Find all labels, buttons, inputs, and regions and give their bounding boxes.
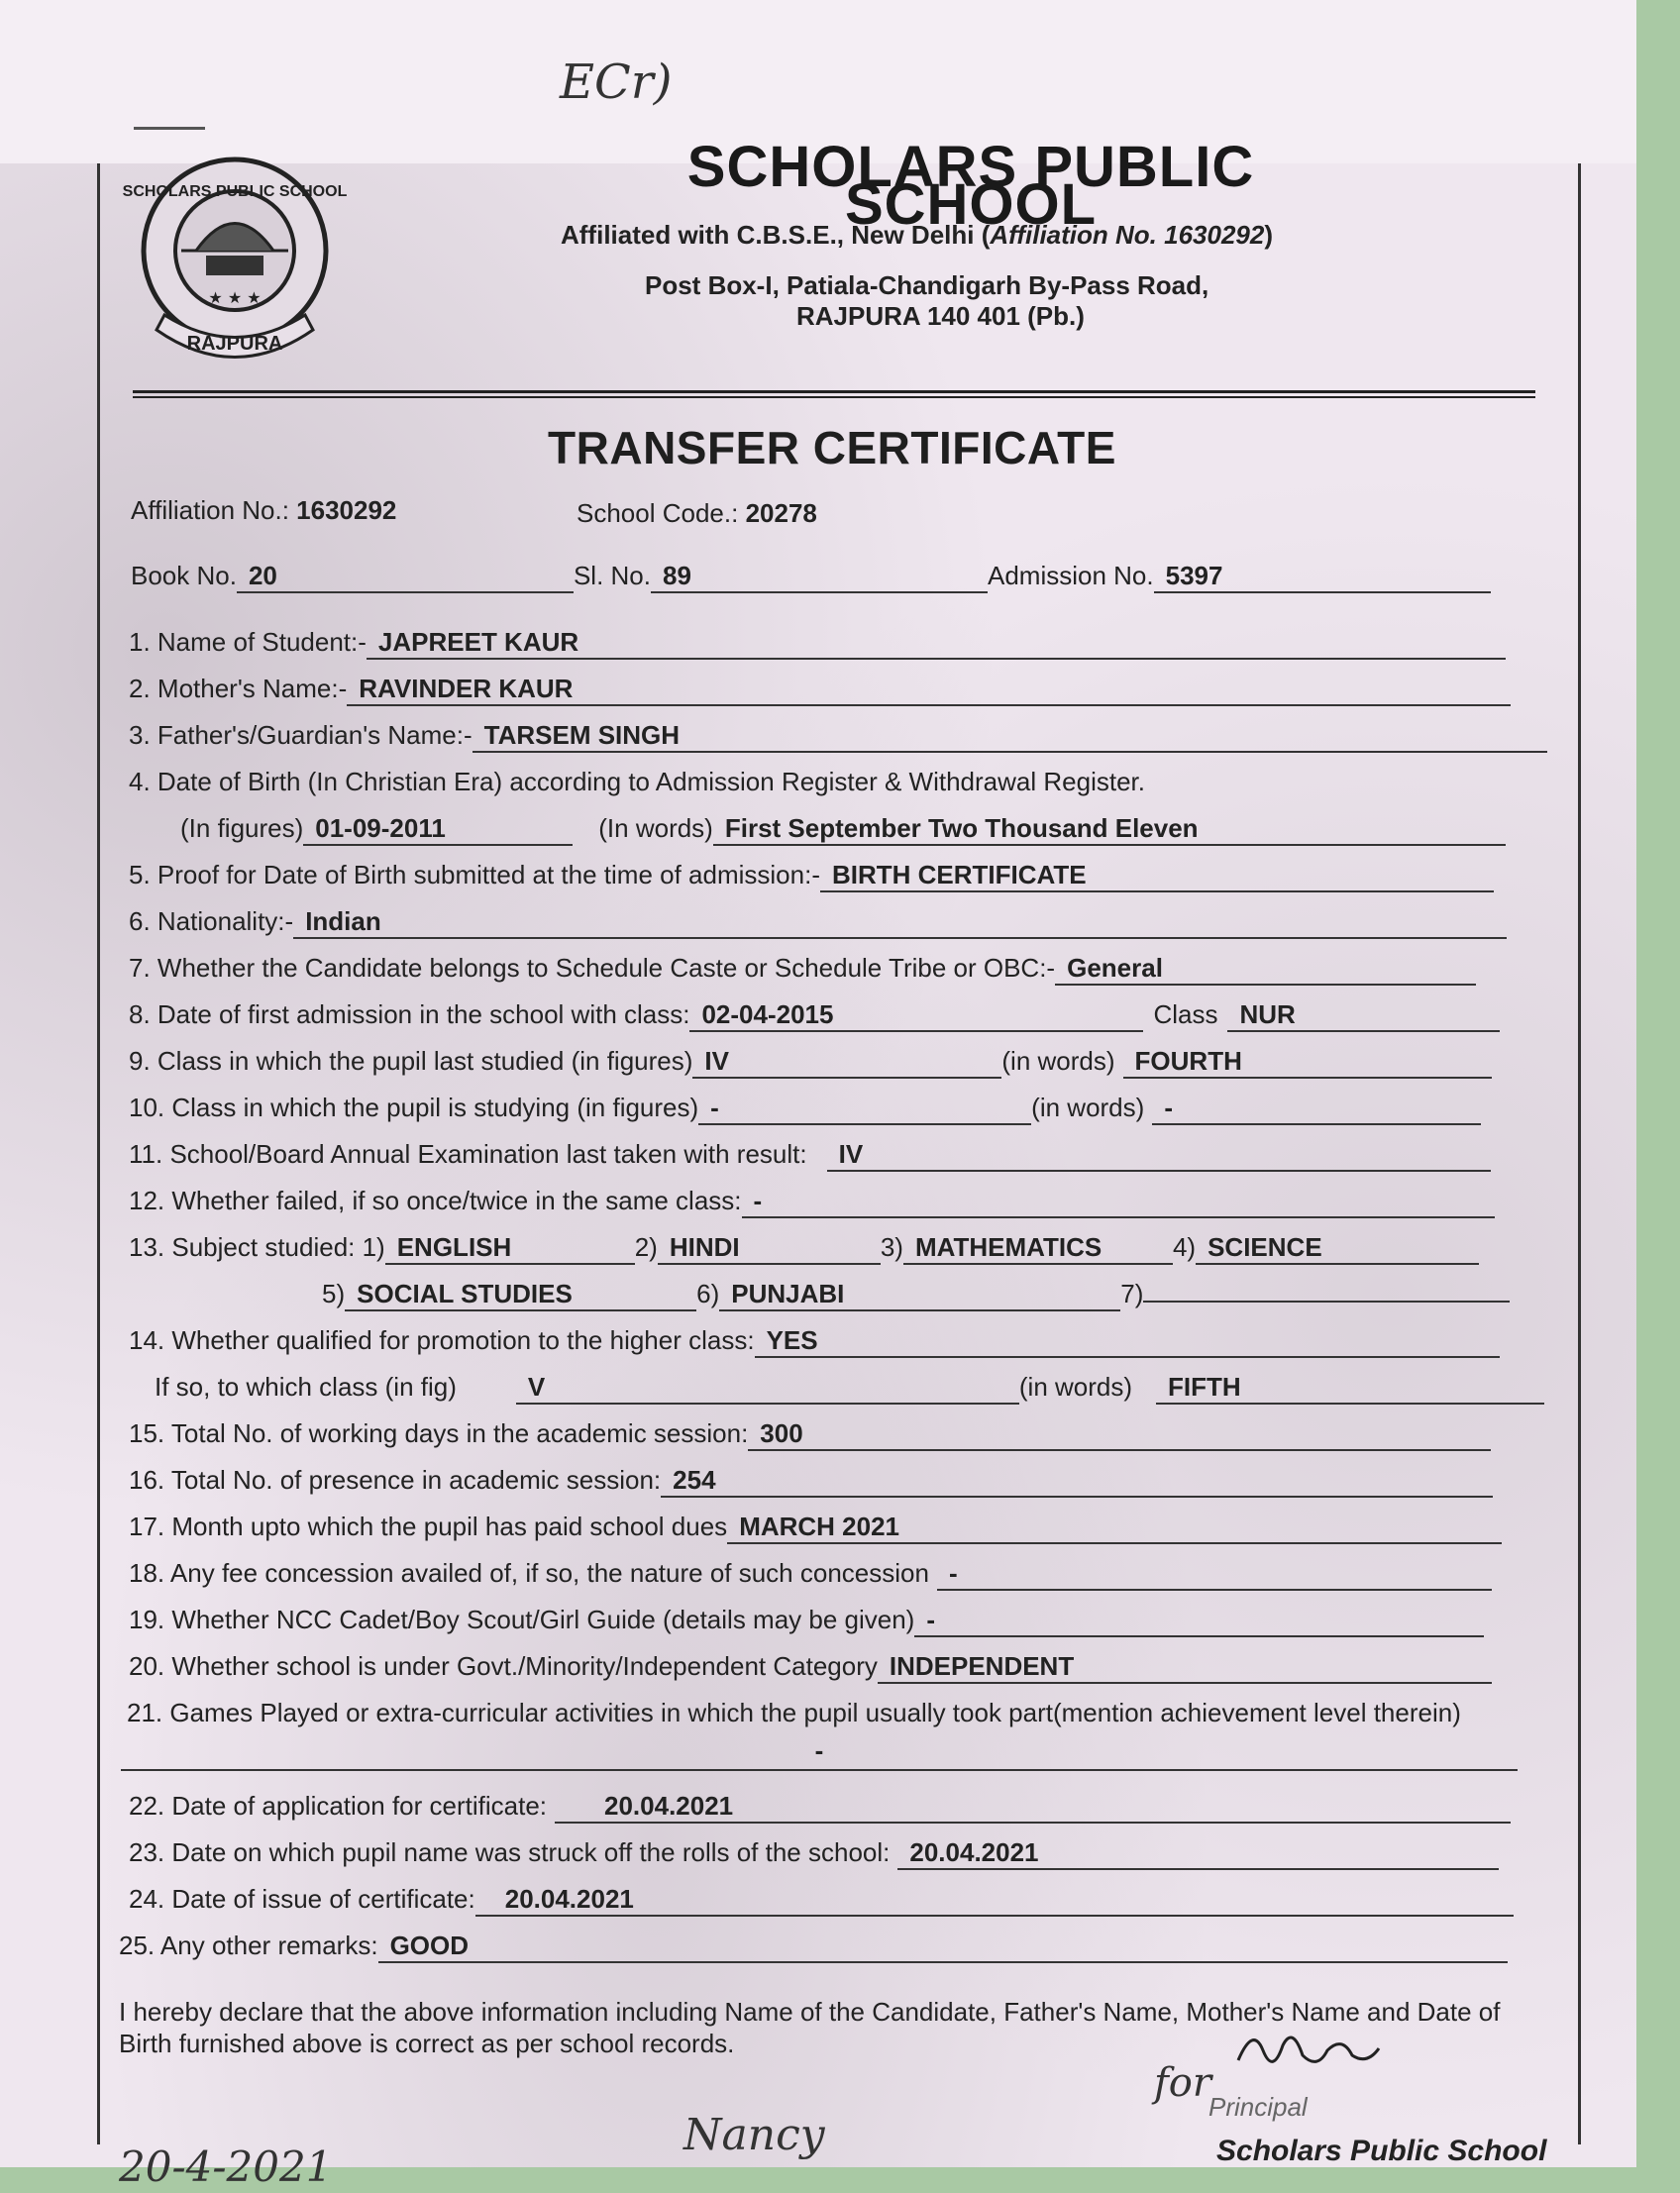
- svg-text:★ ★ ★: ★ ★ ★: [208, 288, 262, 307]
- field-14-promotion: 14. Whether qualified for promotion to the higher class: YES: [129, 1325, 1500, 1358]
- field-20-school-category: 20. Whether school is under Govt./Minority/Independent Category INDEPENDENT: [129, 1651, 1492, 1684]
- field-21-games-value: -: [121, 1735, 1518, 1771]
- field-10-current-class: 10. Class in which the pupil is studying (in figures) - (in words) -: [129, 1093, 1481, 1125]
- field-4-date-of-birth: 4. Date of Birth (In Christian Era) according to Admission Register & Withdrawal Register.: [129, 767, 1145, 796]
- field-2-mothers-name: 2. Mother's Name:- RAVINDER KAUR: [129, 674, 1511, 706]
- field-7-category: 7. Whether the Candidate belongs to Schedule Caste or Schedule Tribe or OBC:- General: [129, 953, 1476, 986]
- field-1-name-of-student: 1. Name of Student:- JAPREET KAUR: [129, 627, 1506, 660]
- school-code: School Code.: 20278: [577, 498, 817, 528]
- principal-signature-mark: [1228, 2021, 1387, 2080]
- field-19-ncc-scout: 19. Whether NCC Cadet/Boy Scout/Girl Guide (details may be given) -: [129, 1605, 1484, 1637]
- field-13-subjects-row1: 13. Subject studied: 1) ENGLISH 2) HINDI 3) MATHEMATICS 4) SCIENCE: [129, 1232, 1479, 1265]
- declaration-text: I hereby declare that the above information including Name of the Candidate, Father's Name, Mother's Name and Date of Birth furnished above is correct as per school records.: [119, 1997, 1501, 2058]
- handwritten-date: 20-4-2021: [119, 2142, 333, 2191]
- field-8-first-admission: 8. Date of first admission in the school with class: 02-04-2015 Class NUR: [129, 999, 1500, 1032]
- seal-bottom-text: RAJPURA: [186, 333, 283, 355]
- field-16-presence: 16. Total No. of presence in academic session: 254: [129, 1465, 1493, 1498]
- field-6-nationality: 6. Nationality:- Indian: [129, 906, 1507, 939]
- principal-label: Principal: [1208, 2092, 1308, 2122]
- header-rule-2: [133, 396, 1535, 398]
- field-23-struck-off-date: 23. Date on which pupil name was struck off the rolls of the school: 20.04.2021: [129, 1837, 1499, 1870]
- field-5-proof-of-dob: 5. Proof for Date of Birth submitted at the time of admission:- BIRTH CERTIFICATE: [129, 860, 1494, 892]
- field-21-games: 21. Games Played or extra-curricular activities in which the pupil usually took part(mention achievement level therein): [127, 1698, 1461, 1727]
- affiliation-line: Affiliated with C.B.S.E., New Delhi (Affiliation No. 1630292): [561, 220, 1273, 250]
- field-13-subjects-row2: 5) SOCIAL STUDIES 6) PUNJABI 7): [322, 1279, 1510, 1311]
- header-rule: [133, 390, 1535, 393]
- affiliation-no: Affiliation No.: 1630292: [131, 495, 397, 525]
- field-9-last-class: 9. Class in which the pupil last studied (in figures) IV (in words) FOURTH: [129, 1046, 1492, 1079]
- field-11-last-exam: 11. School/Board Annual Examination last taken with result: IV: [129, 1139, 1491, 1172]
- address-line-2: RAJPURA 140 401 (Pb.): [796, 301, 1085, 331]
- field-4-dob-figures-words: (In figures) 01-09-2011 (In words) First September Two Thousand Eleven: [180, 813, 1506, 846]
- field-12-failed: 12. Whether failed, if so once/twice in the same class: -: [129, 1186, 1495, 1218]
- field-22-application-date: 22. Date of application for certificate: 20.04.2021: [129, 1791, 1511, 1824]
- field-18-fee-concession: 18. Any fee concession availed of, if so, the nature of such concession -: [129, 1558, 1492, 1591]
- book-no: Book No. 20 Sl. No. 89 Admission No. 5397: [131, 561, 1491, 593]
- school-seal-logo: [122, 157, 348, 378]
- school-name: SCHOLARS PUBLIC SCHOOL: [686, 135, 1255, 237]
- pen-mark: [134, 127, 205, 130]
- seal-top-text: SCHOLARS PUBLIC SCHOOL: [122, 183, 348, 200]
- certificate-title: TRANSFER CERTIFICATE: [548, 422, 1116, 473]
- field-25-remarks: 25. Any other remarks: GOOD: [119, 1931, 1508, 1963]
- school-signature-name: Scholars Public School: [1216, 2135, 1547, 2167]
- field-24-issue-date: 24. Date of issue of certificate: 20.04.2021: [129, 1884, 1514, 1917]
- field-15-working-days: 15. Total No. of working days in the academic session: 300: [129, 1418, 1491, 1451]
- field-3-fathers-name: 3. Father's/Guardian's Name:- TARSEM SINGH: [129, 720, 1547, 753]
- address-line-1: Post Box-I, Patiala-Chandigarh By-Pass Road,: [645, 270, 1209, 300]
- clerk-signature: Nancy: [683, 2110, 825, 2160]
- field-14-promoted-class: If so, to which class (in fig) V (in words) FIFTH: [155, 1372, 1544, 1405]
- handwritten-annotation: ECr): [560, 54, 673, 110]
- field-17-dues-paid: 17. Month upto which the pupil has paid school dues MARCH 2021: [129, 1512, 1502, 1544]
- signature-for: for: [1154, 2060, 1212, 2106]
